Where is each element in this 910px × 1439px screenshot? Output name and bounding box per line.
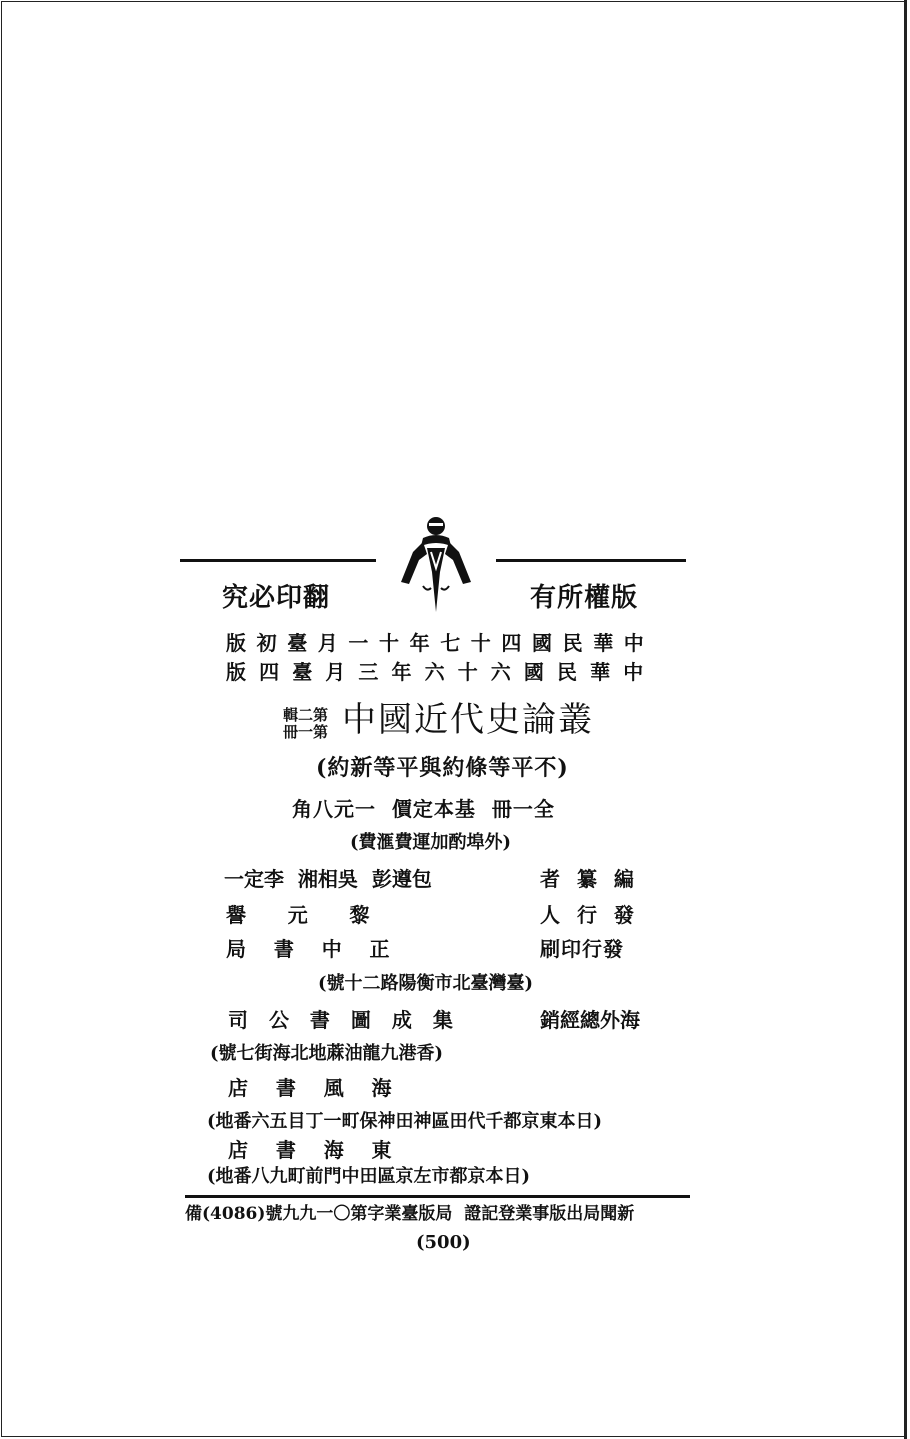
volume-line2: 冊一第 bbox=[283, 723, 329, 741]
edition-fourth: 版四臺月三年六十六國民華中 bbox=[226, 660, 657, 684]
printer-label: 刷印行發 bbox=[540, 937, 624, 961]
copyright-notice: 究必印翻 bbox=[222, 583, 331, 613]
copyright-reserved: 有所權版 bbox=[530, 583, 639, 613]
hk-address: (號七街海北地蔴油龍九港香) bbox=[210, 1043, 444, 1064]
header-rule-left bbox=[180, 559, 376, 562]
publisher-name: 譽 元 黎 bbox=[226, 903, 370, 927]
header-rule-right bbox=[496, 559, 686, 562]
overseas-distributor: 司 公 書 圖 成 集 bbox=[228, 1008, 460, 1032]
volume-label bbox=[283, 707, 328, 741]
page-number: (500) bbox=[416, 1232, 471, 1253]
printer-address: (號十二路陽衡市北臺灣臺) bbox=[318, 973, 534, 994]
figure-emblem-icon bbox=[393, 512, 479, 618]
jp-shop: 店 書 海 東 bbox=[228, 1138, 392, 1162]
jp-address-2: (地番八九町前門中田區京左市都京本日) bbox=[207, 1166, 531, 1187]
editor-label: 者 纂 編 bbox=[540, 867, 639, 891]
page-edge bbox=[904, 0, 907, 1439]
price-note: (費滙費運加酌埠外) bbox=[350, 832, 512, 853]
publisher-label: 人 行 發 bbox=[540, 903, 639, 927]
printer-name: 局 書 中 正 bbox=[226, 937, 390, 961]
editor-names: 一定李 湘相吳 彭遵包 bbox=[224, 867, 432, 891]
collection-title: 中國近代史論叢 bbox=[342, 700, 594, 740]
hk-shop: 店 書 風 海 bbox=[228, 1076, 392, 1100]
book-subtitle: (約新等平與約條等平不) bbox=[316, 755, 569, 781]
jp-address-1: (地番六五目丁一町保神田神區田代千都京東本日) bbox=[207, 1111, 603, 1132]
price-line: 角八元一 價定本基 冊一全 bbox=[292, 797, 555, 821]
registration-number: 備(4086)號九九一〇第字業臺版局 證記登業事版出局聞新 bbox=[185, 1204, 635, 1224]
overseas-label: 銷經總外海 bbox=[540, 1008, 640, 1032]
edition-first: 版初臺月一十年七十四國民華中 bbox=[226, 631, 655, 655]
volume-line1: 輯二第 bbox=[283, 706, 329, 724]
footer-rule bbox=[185, 1195, 690, 1198]
